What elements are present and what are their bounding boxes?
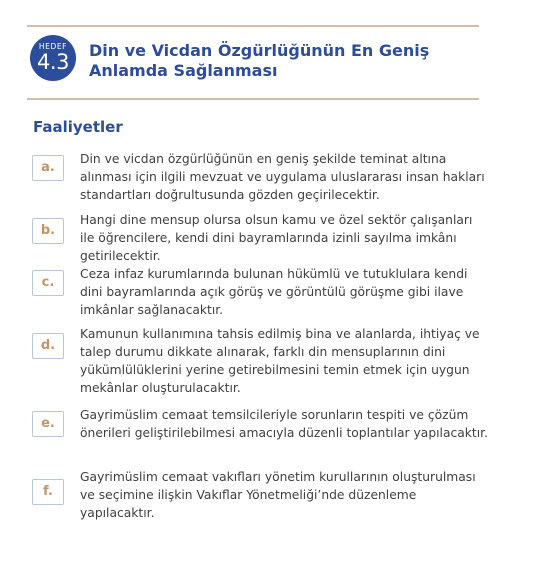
goal-badge <box>30 35 76 81</box>
activity-letter-c: c. <box>32 270 64 296</box>
top-divider <box>27 25 479 27</box>
section-title: Faaliyetler <box>33 118 123 136</box>
activity-text-a: Din ve vicdan özgürlüğünün en geniş şekilde teminat altına alınması için ilgili mevzuat ve uygulama uluslararası insan hakları standartları doğrultusunda gözden geçirilecektir. <box>80 152 485 202</box>
badge-number: 4.3 <box>37 50 69 74</box>
activity-letter-a: a. <box>32 155 64 181</box>
page-title: Din ve Vicdan Özgürlüğünün En Geniş Anlamda Sağlanması <box>89 41 430 80</box>
activity-letter-d: d. <box>32 333 64 359</box>
activity-letter-e: e. <box>32 411 64 437</box>
activity-text-b: Hangi dine mensup olursa olsun kamu ve özel sektör çalışanları ile öğrencilere, kendi dini bayramlarında izinli sayılma imkânı getirilecektir. <box>80 213 473 263</box>
activity-text-e: Gayrimüslim cemaat temsilcileriyle sorunların tespiti ve çözüm önerileri geliştirilebilmesi amacıyla düzenli toplantılar yapılacaktır. <box>80 408 488 440</box>
activity-text-d: Kamunun kullanımına tahsis edilmiş bina ve alanlarda, ihtiyaç ve talep durumu dikkate alınarak, farklı din mensuplarının dini yükümlülüklerini yerine getirebilmesini temin etmek için uygun mekânlar oluşturulacaktır. <box>80 327 480 395</box>
activity-letter-f: f. <box>32 479 64 505</box>
bottom-divider <box>27 98 479 100</box>
badge-label: HEDEF <box>38 42 68 51</box>
activity-text-c: Ceza infaz kurumlarında bulunan hükümlü ve tutuklulara kendi dini bayramlarında açık görüş ve görüntülü görüşme gibi ilave imkânlar sağlanacaktır. <box>80 267 468 317</box>
activity-letter-b: b. <box>32 218 64 244</box>
activity-text-f: Gayrimüslim cemaat vakıfları yönetim kurullarının oluşturulması ve seçimine ilişkin Vakıflar Yönetmeliği’nde düzenleme yapılacaktır. <box>80 470 476 520</box>
